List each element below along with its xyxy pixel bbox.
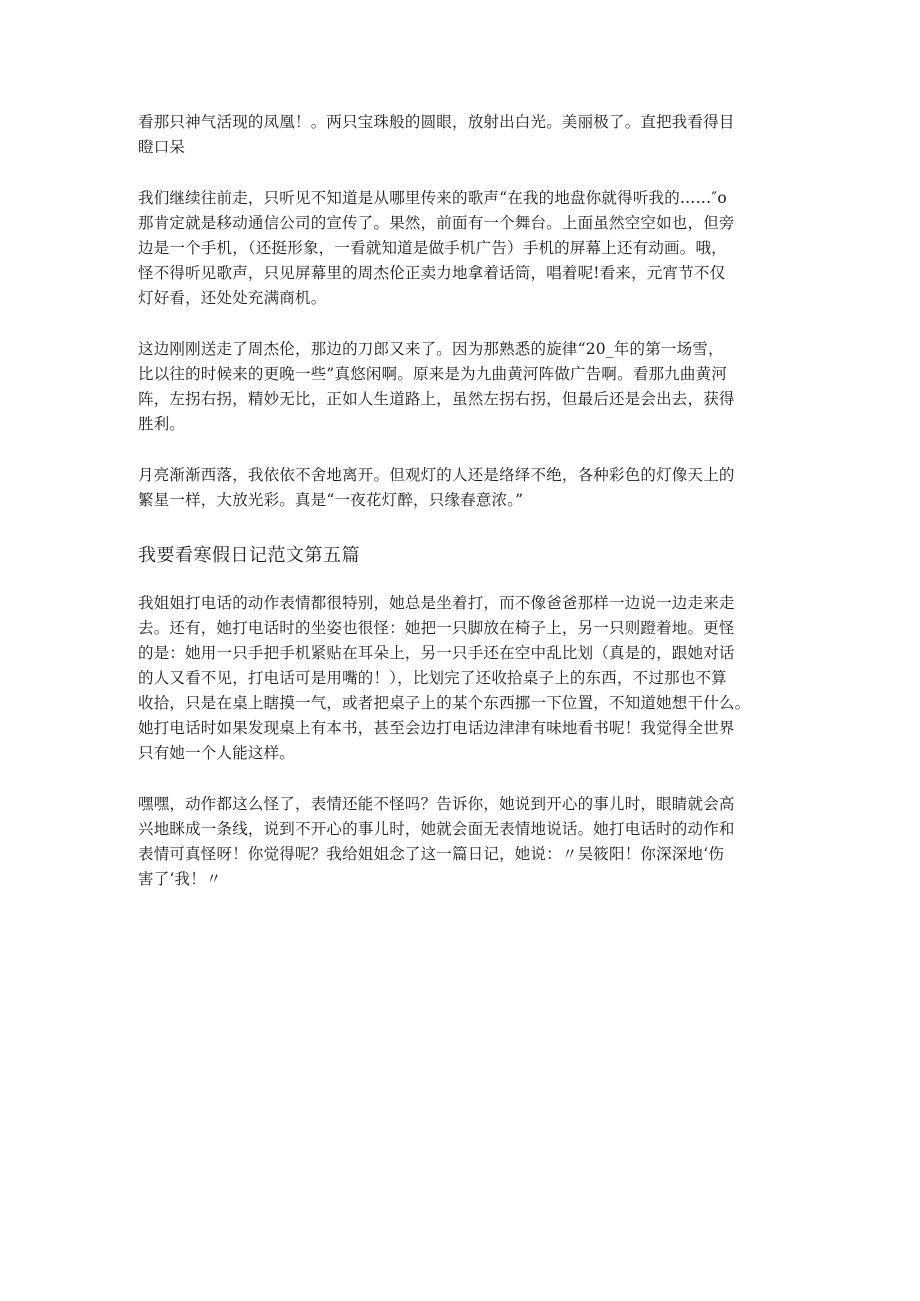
- paragraph: [138, 463, 782, 513]
- paragraph-line: 我们继续往前走，只听见不知道是从哪里传来的歌声“在我的地盘你就得听我的……″o: [138, 189, 727, 207]
- paragraph: [138, 337, 782, 437]
- paragraph-line: 这边刚刚送走了周杰伦，那边的刀郎又来了。因为那熟悉的旋律“20_年的第一场雪，: [138, 340, 724, 358]
- paragraph-line: 繁星一样，大放光彩。真是“一夜花灯醉，只缘春意浓。”: [138, 491, 524, 509]
- paragraph: [138, 591, 782, 766]
- paragraph-line: 胜利。: [138, 415, 186, 433]
- paragraph-line: 她打电话时如果发现桌上有本书，甚至会边打电话边津津有味地看书呢！我觉得全世界: [138, 719, 735, 737]
- paragraph-line: 嘿嘿，动作都这么怪了，表情还能不怪吗？告诉你，她说到开心的事儿时，眼睛就会高: [138, 795, 735, 813]
- paragraph-line: 的人又看不见，打电话可是用嘴的！），比划完了还收拾桌子上的东西，不过那也不算: [138, 669, 727, 687]
- paragraph-line: 怪不得听见歌声，只见屏幕里的周杰伦正卖力地拿着话筒，唱着呢!看来，元宵节不仅: [138, 264, 726, 282]
- paragraph-line: 比以往的时候来的更晚一些”真悠闲啊。原来是为九曲黄河阵做广告啊。看那九曲黄河: [138, 365, 728, 383]
- paragraph-line: 收拾，只是在桌上瞎摸一气，或者把桌子上的某个东西挪一下位置，不知道她想干什么。: [138, 694, 751, 712]
- paragraph-line: 边是一个手机，（还挺形象，一看就知道是做手机广告）手机的屏幕上还有动画。哦，: [138, 239, 727, 257]
- paragraph: [138, 792, 782, 892]
- paragraph-line: 那肯定就是移动通信公司的宣传了。果然，前面有一个舞台。上面虽然空空如也，但旁: [138, 214, 735, 232]
- paragraph: [138, 110, 782, 160]
- paragraph-line: 表情可真怪呀！你觉得呢？我给姐姐念了这一篇日记，她说：〃吴筱阳！你深深地‘伤: [138, 845, 725, 863]
- paragraph-line: 看那只神气活现的凤凰！。两只宝珠般的圆眼，放射出白光。美丽极了。直把我看得目: [138, 113, 735, 131]
- paragraph-line: 月亮渐渐西落，我依依不舍地离开。但观灯的人还是络绎不绝，各种彩色的灯像天上的: [138, 466, 735, 484]
- paragraph-line: 灯好看，还处处充满商机。: [138, 289, 327, 307]
- paragraph-line: 瞪口呆: [138, 138, 186, 156]
- paragraph-line: 的是：她用一只手把手机紧贴在耳朵上，另一只手还在空中乱比划（真是的，跟她对话: [138, 644, 735, 662]
- paragraph-line: 阵，左拐右拐，精妙无比，正如人生道路上，虽然左拐右拐，但最后还是会出去，获得: [138, 390, 735, 408]
- paragraph-line: 兴地眯成一条线，说到不开心的事儿时，她就会面无表情地说话。她打电话时的动作和: [138, 820, 735, 838]
- paragraph: [138, 186, 782, 311]
- paragraph-line: 我姐姐打电话的动作表情都很特别，她总是坐着打，而不像爸爸那样一边说一边走来走: [138, 594, 735, 612]
- paragraph-line: 只有她一个人能这样。: [138, 744, 296, 762]
- document-page: [138, 110, 782, 918]
- paragraph-line: 害了‘我！〃: [138, 870, 222, 888]
- section-heading: 我要看寒假日记范文第五篇: [138, 545, 360, 566]
- paragraphs-before: [138, 110, 782, 513]
- paragraphs-after: [138, 591, 782, 892]
- paragraph-line: 去。还有，她打电话时的坐姿也很怪：她把一只脚放在椅子上，另一只则蹬着地。更怪: [138, 619, 735, 637]
